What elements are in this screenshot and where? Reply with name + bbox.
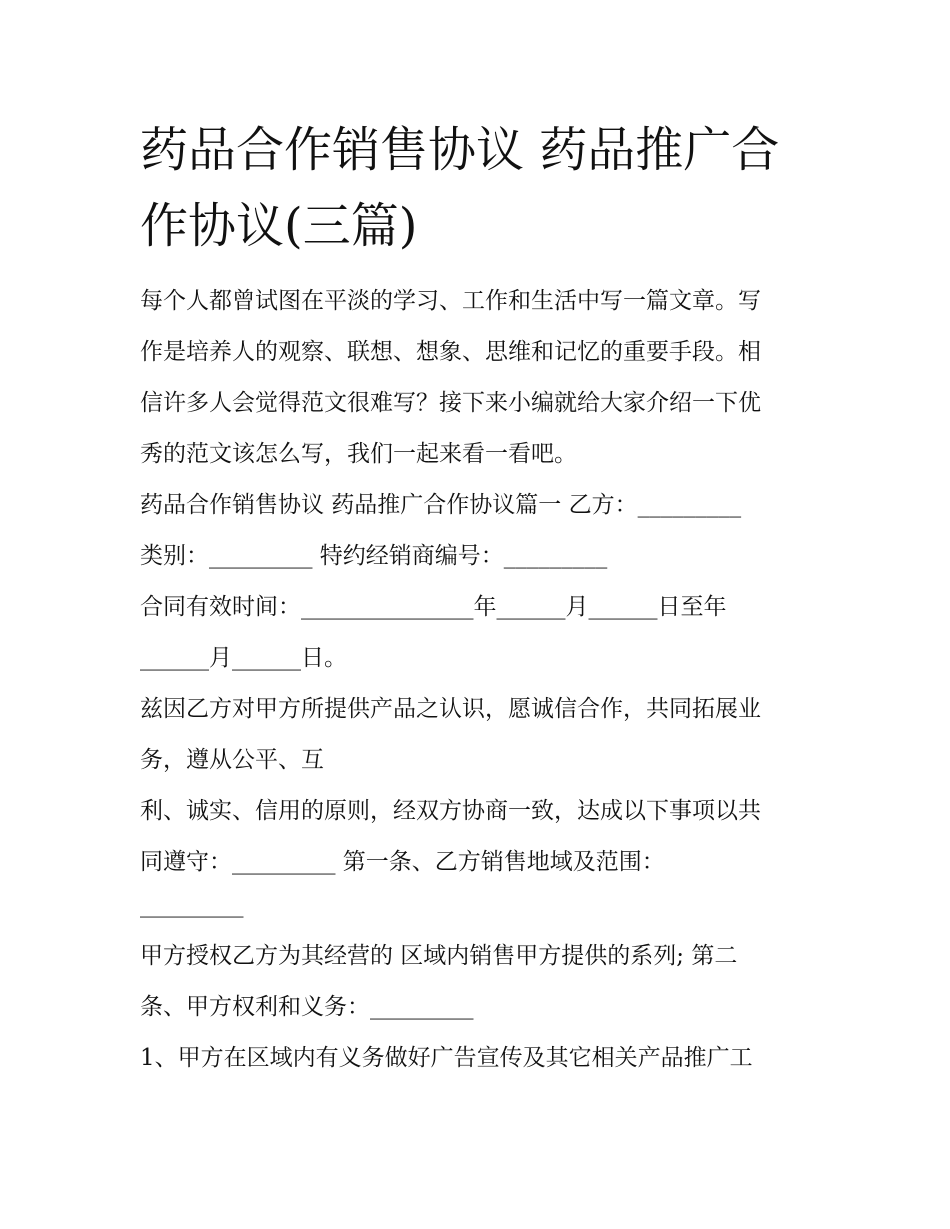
title-line-1: 药品合作销售协议 药品推广合 [140,122,780,178]
title-line-2: 作协议(三篇) [140,198,418,254]
body-line-15: 条、甲方权利和义务：_________ [140,994,474,1020]
body-line-12: 同遵守：_________ 第一条、乙方销售地域及范围： [140,849,665,875]
body-line-9: 兹因乙方对甲方所提供产品之认识，愿诚信合作，共同拓展业 [140,696,761,722]
body-line-10: 务，遵从公平、互 [140,747,324,773]
body-line-1: 每个人都曾试图在平淡的学习、工作和生活中写一篇文章。写 [140,288,761,314]
body-line-8: ______月______日。 [140,645,347,671]
document-title [140,112,820,264]
body-line-4: 秀的范文该怎么写，我们一起来看一看吧。 [140,441,577,467]
body-line-13: _________ [140,892,244,918]
body-line-2: 作是培养人的观察、联想、想象、思维和记忆的重要手段。相 [140,339,761,365]
body-line-7: 合同有效时间：_______________年______月______日至年 [140,594,727,620]
body-line-11: 利、诚实、信用的原则，经双方协商一致，达成以下事项以共 [140,798,761,824]
body-line-5: 药品合作销售协议 药品推广合作协议篇一 乙方：_________ [140,492,742,518]
body-line-14: 甲方授权乙方为其经营的 区域内销售甲方提供的系列; 第二 [140,943,738,969]
body-line-6: 类别：_________ 特约经销商编号：_________ [140,543,608,569]
body-line-16: 1、甲方在区域内有义务做好广告宣传及其它相关产品推广工 [140,1045,753,1071]
body-line-3: 信许多人会觉得范文很难写？接下来小编就给大家介绍一下优 [140,390,761,416]
